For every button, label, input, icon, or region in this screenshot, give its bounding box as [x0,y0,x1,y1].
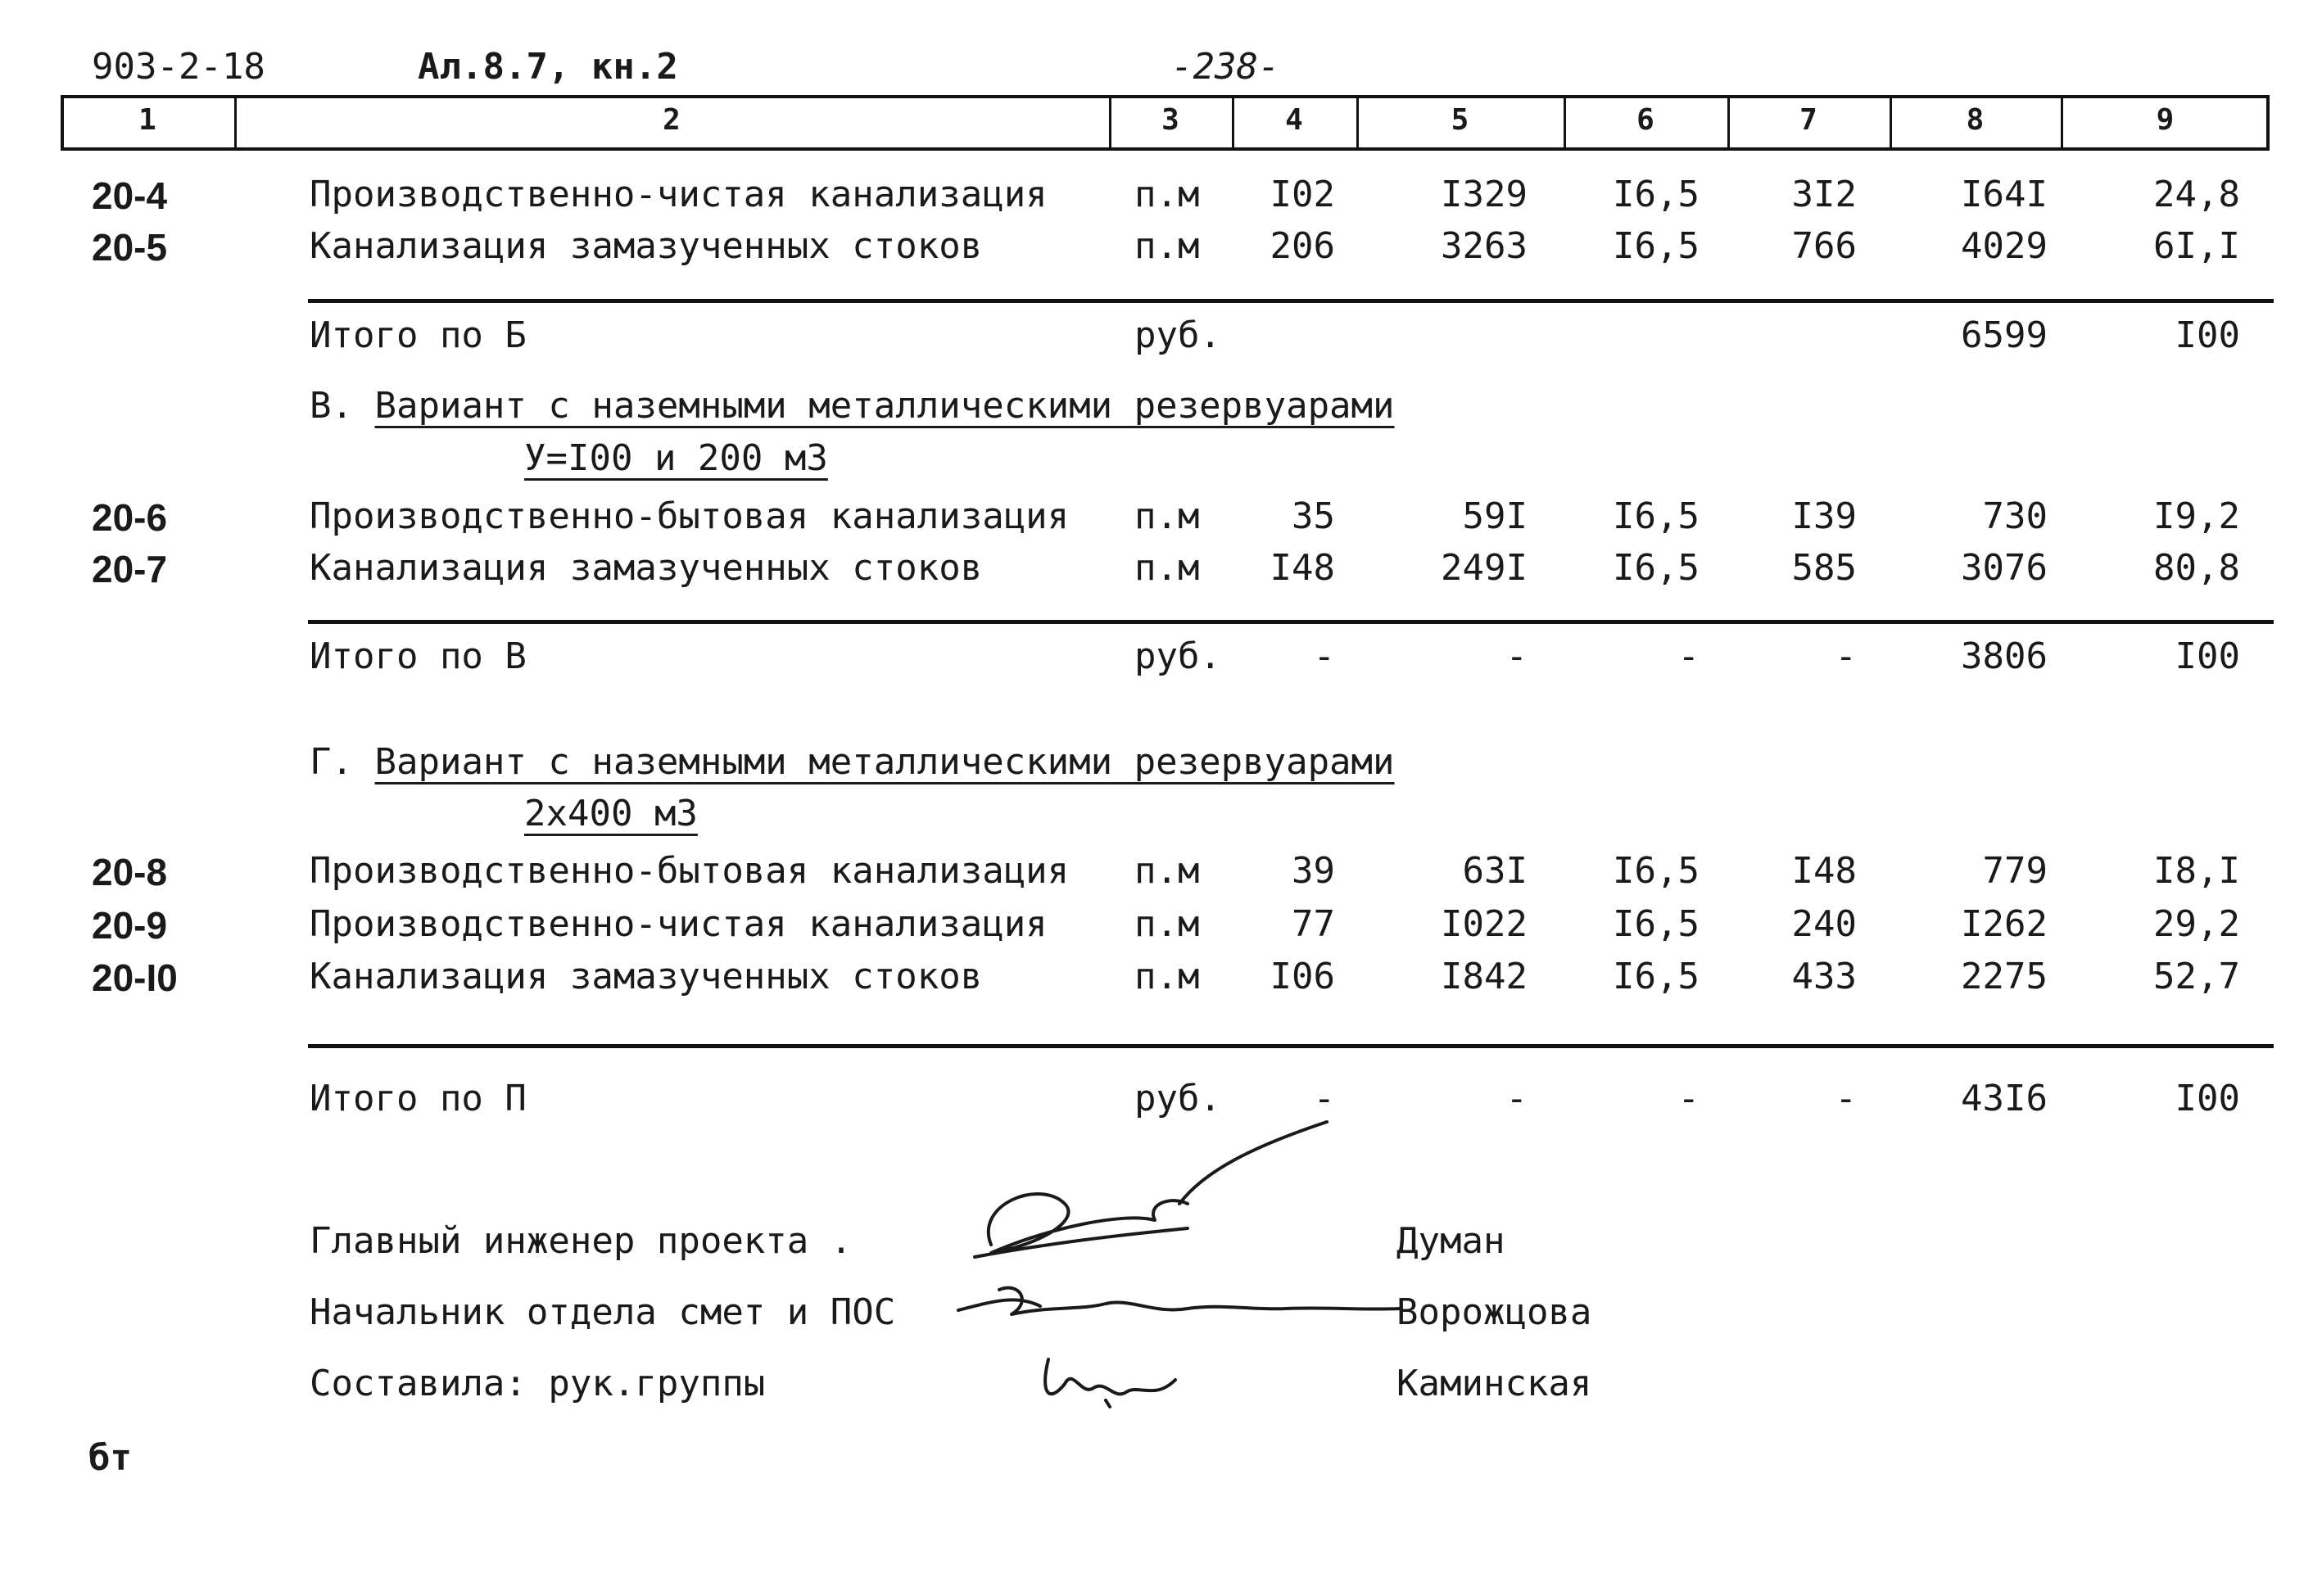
col5-value: 249I [1441,547,1528,589]
table-row [0,847,2322,896]
table-row [0,544,2322,593]
total-amount: 6599 [1961,314,2048,356]
col4-value: 35 [1292,495,1335,537]
section-prefix: В. [310,385,353,427]
handwritten-signatures [942,1114,1433,1441]
total-unit: руб. [1134,1078,1221,1119]
signatory-name: Ворожцова [1396,1291,1592,1333]
item-unit: п.м [1134,850,1200,892]
total-row [0,311,2322,360]
section-title-text: Вариант с наземными металлическими резервуарами [374,385,1395,427]
item-code: 20-I0 [92,956,178,999]
album-reference: Ал.8.7, кн.2 [418,46,678,88]
col4-value: - [1313,635,1335,677]
col8-value: I262 [1961,903,2048,945]
item-name: Канализация замазученных стоков [310,225,983,267]
col7-value: 585 [1791,547,1857,589]
column-number: 4 [1285,103,1303,137]
col9-value: 80,8 [2153,547,2240,589]
table-row [0,952,2322,1001]
col9-value: 29,2 [2153,903,2240,945]
col9-value: 24,8 [2153,174,2240,215]
total-amount: 3806 [1961,635,2048,677]
section-subtitle-g: 2х400 м3 [524,793,698,834]
section-title-text: Вариант с наземными металлическими резервуарами [374,741,1395,783]
total-divider [308,1044,2274,1048]
total-row [0,632,2322,681]
signatory-name: Каминская [1396,1363,1592,1404]
col6-value: I6,5 [1613,903,1700,945]
column-number: 5 [1451,103,1469,137]
col7-value: I48 [1791,850,1857,892]
col7-value: I39 [1791,495,1857,537]
col4-value: 206 [1270,225,1335,267]
item-unit: п.м [1134,174,1200,215]
signature-role: Главный инженер проекта . [310,1220,853,1262]
item-code: 20-6 [92,496,168,539]
column-number: 3 [1161,103,1179,137]
col5-value: 59I [1462,495,1528,537]
col4-value: I02 [1270,174,1335,215]
signature-role: Составила: рук.группы [310,1363,766,1404]
col8-value: 4029 [1961,225,2048,267]
signature-role: Начальник отдела смет и ПОС [310,1291,896,1333]
page-number: -238- [1171,46,1280,88]
item-unit: п.м [1134,547,1200,589]
col5-value: - [1505,1078,1528,1119]
column-number: 8 [1966,103,1985,137]
column-number: 2 [663,103,681,137]
col4-value: - [1313,1078,1335,1119]
col7-value: - [1835,1078,1857,1119]
total-label: Итого по В [310,635,527,677]
item-name: Производственно-чистая канализация [310,174,1048,215]
section-title-v [310,385,1395,427]
total-divider [308,299,2274,303]
col5-value: I329 [1441,174,1528,215]
col7-value: 433 [1791,956,1857,997]
item-name: Производственно-бытовая канализация [310,495,1070,537]
signatory-name: Думан [1396,1220,1505,1262]
col9-value: 52,7 [2153,956,2240,997]
col7-value: 766 [1791,225,1857,267]
col8-value: 730 [1982,495,2048,537]
col6-value: I6,5 [1613,174,1700,215]
item-code: 20-5 [92,226,168,269]
col7-value: - [1835,635,1857,677]
table-row [0,170,2322,219]
col8-value: 2275 [1961,956,2048,997]
column-number: 9 [2156,103,2175,137]
col5-value: I022 [1441,903,1528,945]
col5-value: I842 [1441,956,1528,997]
item-unit: п.м [1134,956,1200,997]
signature-scribble-2 [958,1288,1401,1314]
col8-value: 3076 [1961,547,2048,589]
col4-value: 77 [1292,903,1335,945]
total-unit: руб. [1134,314,1221,356]
signature-scribble-1 [975,1122,1327,1257]
table-row [0,492,2322,541]
col9-value: I8,I [2153,850,2240,892]
total-percent: I00 [2175,314,2240,356]
col5-value: - [1505,635,1528,677]
column-number: 1 [138,103,156,137]
column-header-table [61,95,2270,151]
table-row [0,900,2322,949]
col9-value: 6I,I [2153,225,2240,267]
col7-value: 240 [1791,903,1857,945]
item-unit: п.м [1134,225,1200,267]
col9-value: I9,2 [2153,495,2240,537]
section-subtitle-v: У=I00 и 200 м3 [524,437,828,479]
col6-value: - [1677,1078,1700,1119]
item-code: 20-8 [92,851,168,893]
col6-value: I6,5 [1613,850,1700,892]
page-footer-mark: бт [88,1437,132,1479]
item-code: 20-9 [92,904,168,947]
col6-value: I6,5 [1613,547,1700,589]
item-code: 20-7 [92,548,168,590]
total-percent: I00 [2175,635,2240,677]
item-name: Канализация замазученных стоков [310,956,983,997]
item-unit: п.м [1134,903,1200,945]
col4-value: I06 [1270,956,1335,997]
col7-value: 3I2 [1791,174,1857,215]
col6-value: I6,5 [1613,225,1700,267]
col8-value: I64I [1961,174,2048,215]
section-title-g [310,741,1395,783]
total-divider [308,620,2274,624]
section-prefix: Г. [310,741,353,783]
total-label: Итого по П [310,1078,527,1119]
total-unit: руб. [1134,635,1221,677]
signature-scribble-3 [1045,1359,1175,1407]
col8-value: 779 [1982,850,2048,892]
col5-value: 3263 [1441,225,1528,267]
item-name: Производственно-чистая канализация [310,903,1048,945]
item-name: Канализация замазученных стоков [310,547,983,589]
total-amount: 43I6 [1961,1078,2048,1119]
col6-value: - [1677,635,1700,677]
total-label: Итого по Б [310,314,527,356]
item-unit: п.м [1134,495,1200,537]
document-code: 903-2-18 [92,46,265,88]
col4-value: 39 [1292,850,1335,892]
table-row [0,222,2322,271]
item-code: 20-4 [92,174,168,217]
item-name: Производственно-бытовая канализация [310,850,1070,892]
col6-value: I6,5 [1613,956,1700,997]
column-number: 6 [1636,103,1654,137]
col6-value: I6,5 [1613,495,1700,537]
col5-value: 63I [1462,850,1528,892]
column-number: 7 [1799,103,1817,137]
col4-value: I48 [1270,547,1335,589]
total-percent: I00 [2175,1078,2240,1119]
